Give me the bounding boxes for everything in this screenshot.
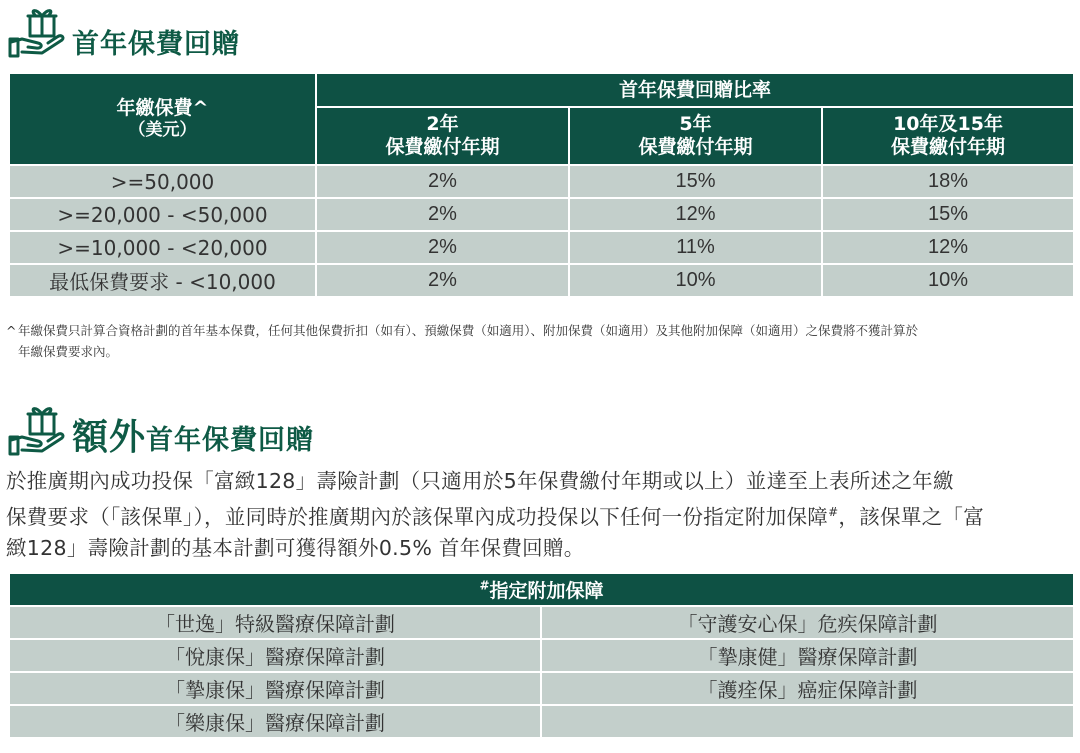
- rider-cell: 「摯康保」醫療保障計劃: [9, 672, 541, 705]
- section-title: 首年保費回贈: [72, 29, 240, 60]
- rider-cell: 「護痊保」癌症保障計劃: [541, 672, 1074, 705]
- premium-band: >=10,000 - <20,000: [9, 231, 316, 264]
- premium-band: >=50,000: [9, 165, 316, 198]
- footnote: [6, 320, 1074, 362]
- riders-header: #指定附加保障: [9, 573, 1074, 606]
- rider-cell: 「世逸」特級醫療保障計劃: [9, 606, 541, 639]
- rate-cell: 18%: [822, 165, 1074, 198]
- gift-hand-icon: [8, 404, 66, 456]
- section-heading-extra-rebate: [8, 404, 314, 456]
- rider-cell: 「摯康健」醫療保障計劃: [541, 639, 1074, 672]
- table-row: [9, 231, 1074, 264]
- column-header-5yr: 5年 保費繳付年期: [569, 107, 822, 165]
- rate-cell: 11%: [569, 231, 822, 264]
- premium-band: 最低保費要求 - <10,000: [9, 264, 316, 297]
- rider-cell: 「悅康保」醫療保障計劃: [9, 639, 541, 672]
- rider-cell: 「樂康保」醫療保障計劃: [9, 705, 541, 738]
- rate-cell: 2%: [316, 165, 569, 198]
- gift-hand-icon: [8, 6, 66, 58]
- rate-cell: 12%: [569, 198, 822, 231]
- table-row: [9, 198, 1074, 231]
- column-header-10-15yr: 10年及15年 保費繳付年期: [822, 107, 1074, 165]
- table-row: [9, 264, 1074, 297]
- rate-cell: 2%: [316, 198, 569, 231]
- table-row: [9, 606, 1074, 639]
- rate-cell: 15%: [569, 165, 822, 198]
- rebate-rate-table: [8, 72, 1075, 298]
- section-title: 額外首年保費回贈: [72, 417, 315, 458]
- designated-riders-table: [8, 572, 1075, 739]
- rider-cell-empty: [541, 705, 1074, 738]
- extra-rebate-description: 於推廣期內成功投保「富緻128」壽險計劃（只適用於5年保費繳付年期或以上）並達至上表所述之年繳 保費要求（「該保單」），並同時於推廣期內於該保單內成功投保以下任何一份指定附加保障#，該保單之「富 緻128」壽險計劃的基本計劃可獲得額外0.5% 首年保費回贈。: [6, 469, 985, 560]
- footnote-text-cont: 年繳保費要求內。: [18, 344, 119, 359]
- rider-cell: 「守護安心保」危疾保障計劃: [541, 606, 1074, 639]
- premium-band: >=20,000 - <50,000: [9, 198, 316, 231]
- rate-cell: 10%: [822, 264, 1074, 297]
- column-header-2yr: 2年 保費繳付年期: [316, 107, 569, 165]
- table-row: [9, 165, 1074, 198]
- rate-cell: 15%: [822, 198, 1074, 231]
- section-heading-rebate: [8, 6, 240, 58]
- table-row: [9, 705, 1074, 738]
- footnote-text: 年繳保費只計算合資格計劃的首年基本保費，任何其他保費折扣（如有）、預繳保費（如適用）、附加保費（如適用）及其他附加保障（如適用）之保費將不獲計算於: [18, 323, 919, 338]
- premium-header: 年繳保費^ （美元）: [9, 73, 316, 165]
- rate-cell: 12%: [822, 231, 1074, 264]
- rebate-header: 首年保費回贈比率: [316, 73, 1074, 107]
- rate-cell: 10%: [569, 264, 822, 297]
- table-row: [9, 672, 1074, 705]
- rate-cell: 2%: [316, 264, 569, 297]
- table-row: [9, 639, 1074, 672]
- footnote-mark: ^: [6, 323, 17, 338]
- rate-cell: 2%: [316, 231, 569, 264]
